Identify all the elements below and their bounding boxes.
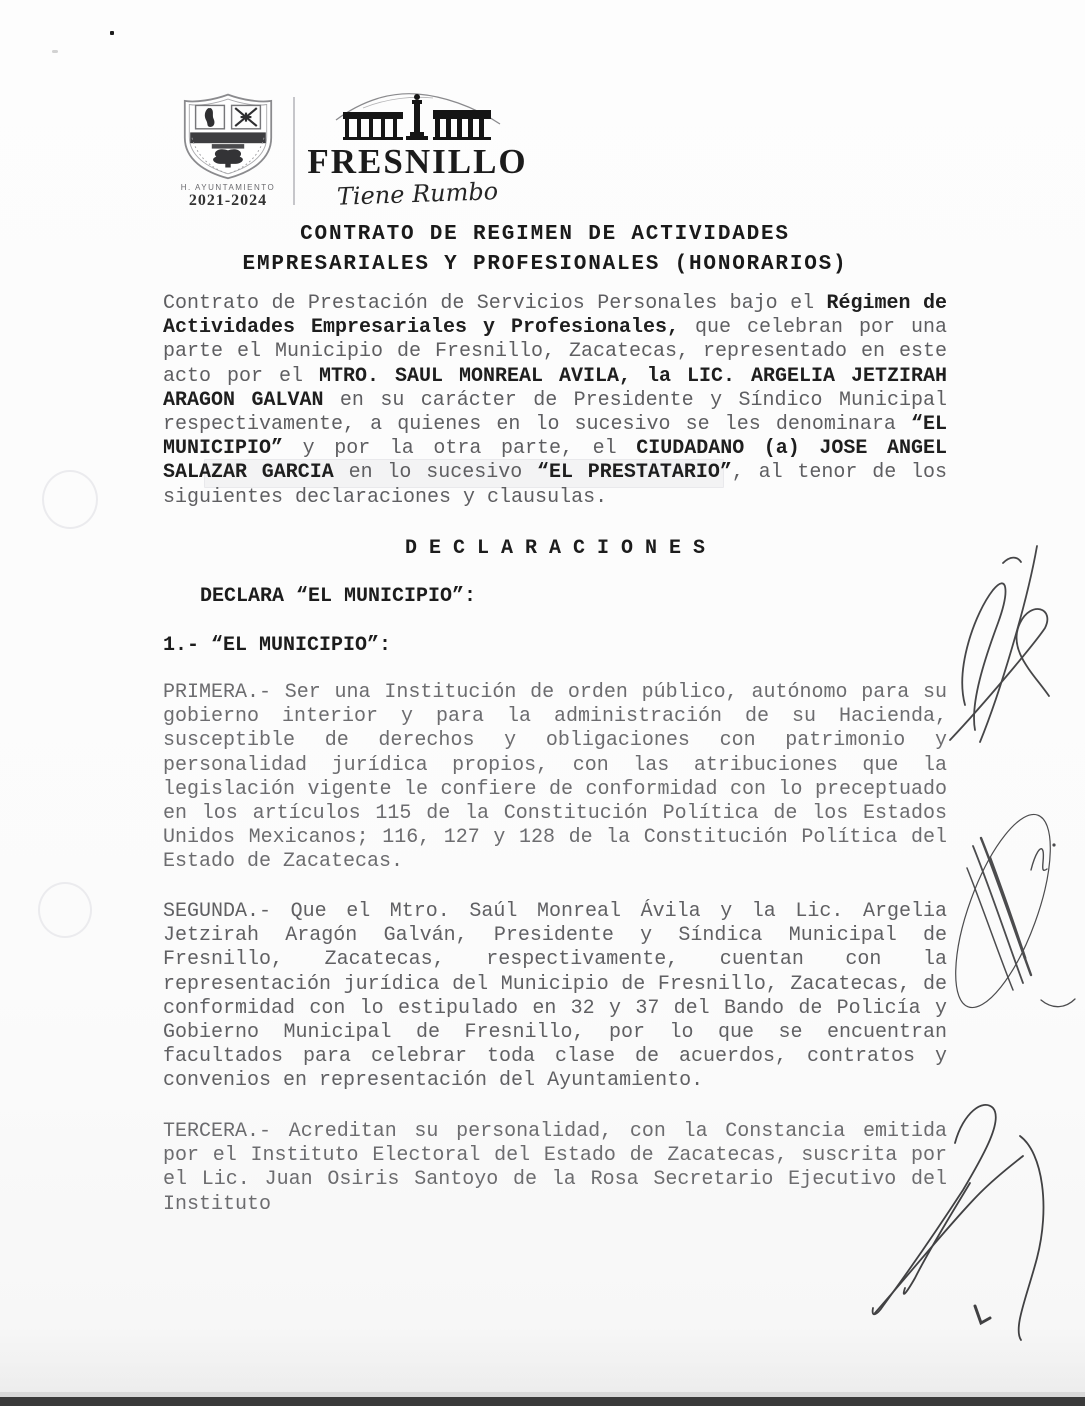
fresnillo-logo (305, 88, 530, 211)
handwritten-signatures (835, 528, 1085, 1343)
brand-name: FRESNILLO (307, 142, 528, 181)
hole-punch-mark (42, 470, 98, 529)
document-title (150, 220, 940, 280)
crest-label: H. AYUNTAMIENTO (180, 183, 276, 192)
signature-scribble-2 (936, 804, 1075, 1019)
scan-edge-dark (0, 1397, 1085, 1406)
intro-paragraph: Contrato de Prestación de Servicios Personales bajo el Régimen de Actividades Empresariales y Profesionales, que celebran por una parte el Municipio de Fresnillo, Zacatecas, representado en este acto por el MTRO. SAUL MONREAL AVILA, la LIC. ARGELIA JETZIRAH ARAGON GALVAN en su carácter de Presidente y Síndico Municipal respectivamente, a quienes en lo sucesivo se les denominara “EL MUNICIPIO” y por la otra parte, el CIUDADANO (a) JOSE ANGEL SALAZAR GARCIA en lo sucesivo “EL PRESTATARIO”, al tenor de los siguientes declaraciones y clausulas. (163, 292, 948, 509)
crest-years: 2021-2024 (188, 192, 268, 209)
primera-paragraph: PRIMERA.- Ser una Institución de orden público, autónomo para su gobierno interior y para la administración de su Hacienda, susceptible de derechos y obligaciones con patrimonio y personalidad jurídica propios, con las atribuciones que la legislación vigente le confiere de conformidad con lo preceptuado en los artículos 115 de la Constitución Política de los Estados Unidos Mexicanos; 116, 127 y 128 de la Constitución Política del Estado de Zacatecas. (163, 681, 947, 874)
declara-municipio-heading: DECLARA “EL MUNICIPIO”: (200, 585, 477, 608)
municipal-coat-of-arms (168, 90, 288, 209)
clause-1-heading: 1.- “EL MUNICIPIO”: (163, 634, 392, 657)
aqueduct-icon (333, 88, 503, 144)
scan-shadow (0, 1326, 1085, 1392)
tercera-paragraph: TERCERA.- Acreditan su personalidad, con la Constancia emitida por el Instituto Electoral del Estado de Zacatecas, suscrita por el Lic. Juan Osiris Santoyo de la Rosa Secretario Ejecutivo del Instituto (163, 1120, 947, 1216)
document-title-line1: CONTRATO DE REGIMEN DE ACTIVIDADES (300, 223, 790, 246)
scan-speck (110, 31, 114, 35)
document-title-line2: EMPRESARIALES Y PROFESIONALES (HONORARIOS) (242, 253, 848, 276)
coat-of-arms-icon (174, 90, 282, 182)
hole-punch-mark (38, 882, 92, 938)
signature-scribble-1 (950, 546, 1049, 742)
segunda-paragraph: SEGUNDA.- Que el Mtro. Saúl Monreal Ávila y la Lic. Argelia Jetzirah Aragón Galván, Presidente y Síndica Municipal de Fresnillo, Zacatecas, respectivamente, cuentan con la representación jurídica del Municipio de Fresnillo, Zacatecas, de conformidad con lo estipulado en 32 y 37 del Bando de Policía y Gobierno Municipal de Fresnillo, por lo que se encuentran facultados para celebrar toda clase de acuerdos, contratos y convenios en representación del Ayuntamiento. (163, 900, 947, 1093)
logo-divider (293, 97, 295, 205)
scan-speck (52, 50, 58, 53)
brand-tagline: Tiene Rumbo (336, 177, 499, 211)
signature-scribble-3 (873, 1105, 1044, 1340)
declaraciones-heading: D E C L A R A C I O N E S (404, 537, 706, 560)
